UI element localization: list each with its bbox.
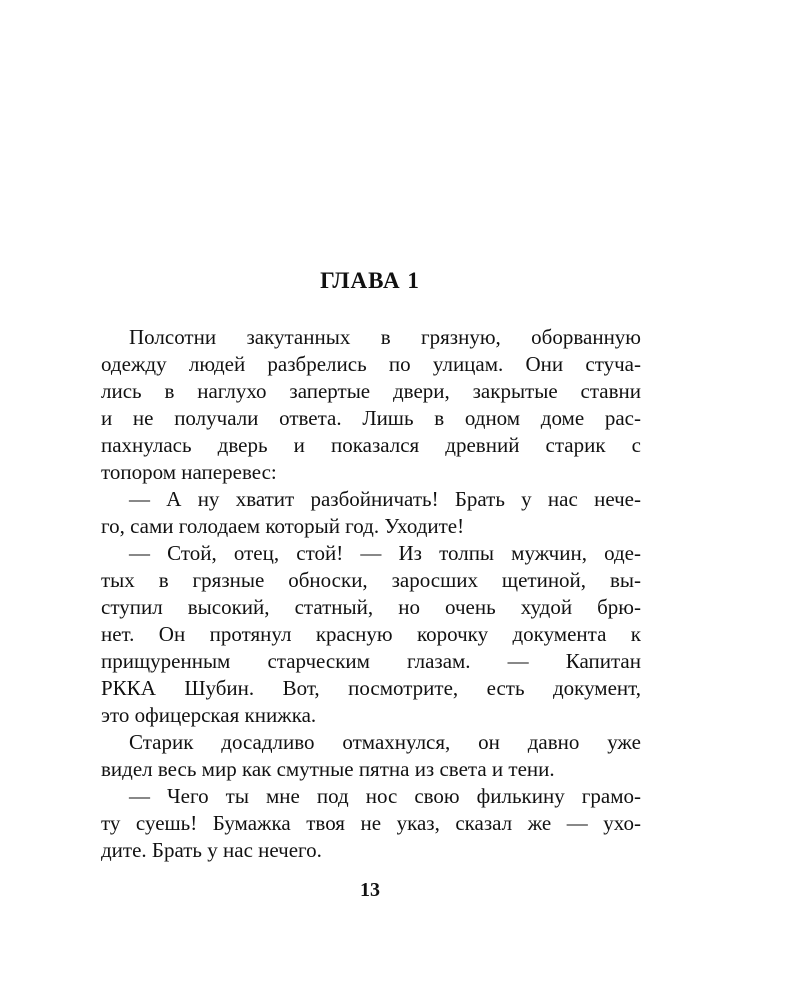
text-line: топором наперевес:	[101, 460, 277, 484]
paragraph-1	[101, 324, 641, 486]
text-line: прищуренным старческим глазам. — Капитан	[101, 649, 641, 673]
text-line: — Стой, отец, стой! — Из толпы мужчин, оде-	[129, 541, 641, 565]
text-line: Старик досадливо отмахнулся, он давно уже	[129, 730, 641, 754]
paragraph-2	[101, 486, 641, 540]
paragraph-5	[101, 783, 641, 864]
text-line: го, сами голодаем который год. Уходите!	[101, 514, 465, 538]
text-line: ступил высокий, статный, но очень худой брю-	[101, 595, 641, 619]
paragraph-3	[101, 540, 641, 729]
text-line: нет. Он протянул красную корочку документа к	[101, 622, 641, 646]
text-line: ту суешь! Бумажка твоя не указ, сказал же — ухо-	[101, 811, 641, 835]
text-line: это офицерская книжка.	[101, 703, 317, 727]
text-line: и не получали ответа. Лишь в одном доме рас-	[101, 406, 641, 430]
body-text	[101, 324, 641, 864]
text-line: одежду людей разбрелись по улицам. Они стуча-	[101, 352, 641, 376]
text-line: — А ну хватит разбойничать! Брать у нас нече-	[129, 487, 641, 511]
chapter-title: ГЛАВА 1	[320, 268, 420, 293]
page-number: 13	[360, 879, 380, 901]
paragraph-4	[101, 729, 641, 783]
text-line: пахнулась дверь и показался древний старик с	[101, 433, 641, 457]
text-line: — Чего ты мне под нос свою филькину грамо-	[129, 784, 641, 808]
text-line: видел весь мир как смутные пятна из света и тени.	[101, 757, 555, 781]
text-line: тых в грязные обноски, заросших щетиной, вы-	[101, 568, 641, 592]
text-line: Полсотни закутанных в грязную, оборванную	[129, 325, 641, 349]
text-line: лись в наглухо запертые двери, закрытые ставни	[101, 379, 641, 403]
text-line: РККА Шубин. Вот, посмотрите, есть документ,	[101, 676, 641, 700]
text-line: дите. Брать у нас нечего.	[101, 838, 322, 862]
